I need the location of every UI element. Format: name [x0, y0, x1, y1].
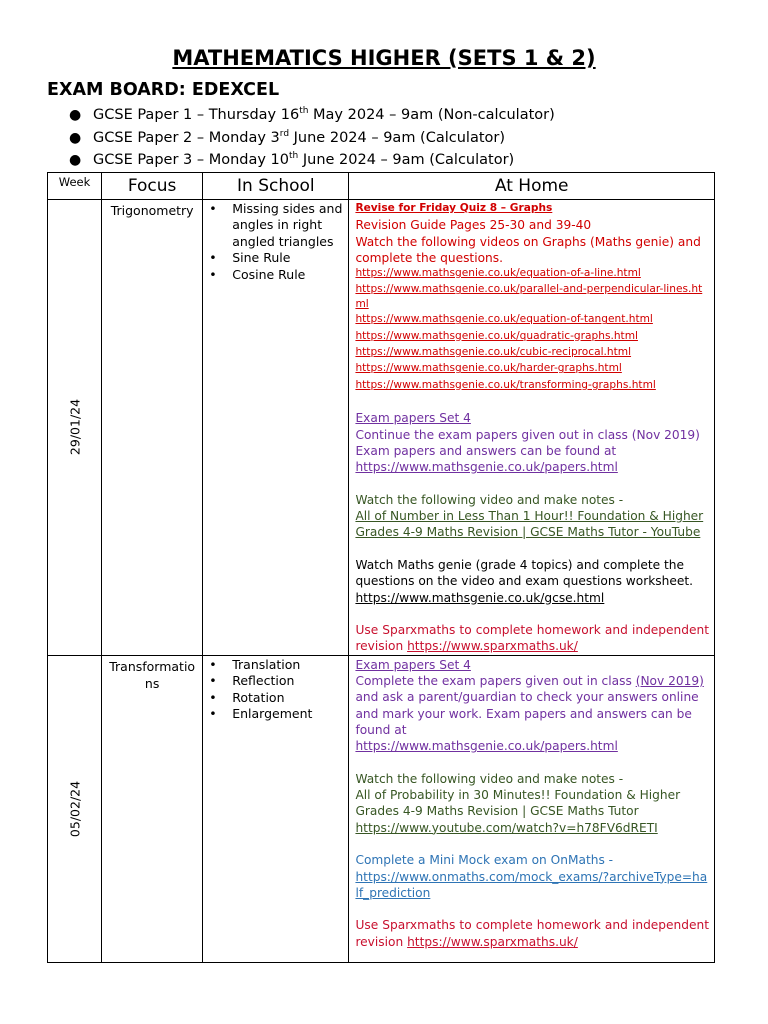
bullet-icon: • — [209, 656, 217, 672]
bullet-icon: ● — [69, 129, 82, 146]
exam-set-heading: Exam papers Set 4 — [355, 657, 471, 672]
sparx-text: Use Sparxmaths to complete homework and independent revision https://www.sparxmaths.uk/ — [355, 623, 709, 654]
link[interactable]: https://www.mathsgenie.co.uk/cubic-reciprocal.html — [355, 346, 632, 359]
at-home-cell — [349, 655, 715, 962]
at-home-cell — [349, 200, 715, 656]
paper-item: ● GCSE Paper 1 – Thursday 16th May 2024 – 9am (Non-calculator) — [63, 104, 555, 127]
header-at-home: At Home — [349, 173, 715, 200]
genie-text: Watch Maths genie (grade 4 topics) and complete the questions on the video and exam questions worksheet. — [355, 557, 694, 589]
video-link[interactable]: All of Number in Less Than 1 Hour!! Foundation & Higher Grades 4-9 Maths Revision | GCSE Maths Tutor - YouTube — [355, 509, 704, 540]
exam-papers-link[interactable]: https://www.mathsgenie.co.uk/papers.html — [355, 460, 618, 475]
header-focus: Focus — [102, 173, 203, 200]
videos-intro: Watch the following videos on Graphs (Maths genie) and complete the questions. — [355, 234, 701, 265]
paper-item: ● GCSE Paper 3 – Monday 10th June 2024 – 9am (Calculator) — [63, 149, 555, 172]
week-cell — [48, 655, 102, 962]
video-link[interactable]: https://www.youtube.com/watch?v=h78FV6dRETI — [355, 820, 658, 835]
table-row — [48, 655, 715, 962]
list-item: • Rotation — [209, 689, 285, 705]
exam-found: Exam papers and answers can be found at — [355, 443, 617, 458]
link[interactable]: https://www.mathsgenie.co.uk/quadratic-graphs.html — [355, 329, 638, 342]
video-notes: Watch the following video and make notes - — [355, 771, 624, 786]
exam-complete: Complete the exam papers given out in class (Nov 2019) and ask a parent/guardian to check your answers online and mark your work. Exam papers and answers can be found at — [355, 674, 704, 737]
exam-continue: Continue the exam papers given out in class (Nov 2019) — [355, 427, 700, 442]
bullet-icon: • — [209, 266, 217, 282]
video-title: All of Probability in 30 Minutes!! Foundation & Higher Grades 4-9 Maths Revision | GCSE Maths Tutor — [355, 788, 681, 819]
table-row — [48, 200, 715, 656]
link[interactable]: https://www.mathsgenie.co.uk/harder-graphs.html — [355, 362, 622, 375]
bullet-icon: • — [209, 689, 217, 705]
page-title: MATHEMATICS HIGHER (SETS 1 & 2) — [172, 46, 596, 70]
list-item: • Translation — [209, 656, 301, 672]
header-in-school: In School — [203, 173, 349, 200]
link[interactable]: https://www.mathsgenie.co.uk/equation-of-tangent.html — [355, 313, 653, 326]
sparx-text: Use Sparxmaths to complete homework and independent revision https://www.sparxmaths.uk/ — [355, 918, 709, 949]
exam-papers-link[interactable]: https://www.mathsgenie.co.uk/papers.html — [355, 739, 618, 754]
bullet-icon: • — [209, 250, 217, 266]
video-notes: Watch the following video and make notes - — [355, 492, 624, 507]
link[interactable]: https://www.mathsgenie.co.uk/transforming-graphs.html — [355, 378, 656, 391]
header-week: Week — [48, 173, 102, 200]
bullet-icon: • — [209, 705, 217, 721]
week-date: 29/01/24 — [67, 399, 83, 456]
focus-cell: Trigonometry — [102, 200, 203, 656]
in-school-cell — [203, 200, 349, 656]
mock-link[interactable]: https://www.onmaths.com/mock_exams/?archiveType=half_prediction — [355, 869, 708, 900]
focus-cell: Transformations — [102, 655, 203, 962]
exam-board-heading: EXAM BOARD: EDEXCEL — [47, 80, 280, 100]
link[interactable]: https://www.mathsgenie.co.uk/equation-of-a-line.html — [355, 267, 641, 280]
schedule-table — [47, 172, 715, 963]
exam-papers-list — [63, 104, 555, 172]
sparx-link[interactable]: https://www.sparxmaths.uk/ — [407, 639, 578, 654]
genie-link[interactable]: https://www.mathsgenie.co.uk/gcse.html — [355, 590, 605, 605]
list-item: • Reflection — [209, 673, 295, 689]
week-cell — [48, 200, 102, 656]
bullet-icon: • — [209, 673, 217, 689]
bullet-icon: ● — [69, 107, 82, 123]
bullet-icon: • — [209, 201, 217, 216]
list-item: • Sine Rule — [209, 250, 291, 266]
sparx-link[interactable]: https://www.sparxmaths.uk/ — [407, 934, 578, 949]
exam-set-heading: Exam papers Set 4 — [355, 411, 471, 426]
list-item: • Missing sides and angles in right angled triangles — [209, 201, 343, 249]
link[interactable]: https://www.mathsgenie.co.uk/parallel-and-perpendicular-lines.html — [355, 283, 703, 311]
week-date: 05/02/24 — [67, 780, 83, 837]
bullet-icon: ● — [69, 152, 82, 168]
list-item: • Enlargement — [209, 705, 313, 721]
mock-text: Complete a Mini Mock exam on OnMaths - — [355, 853, 614, 868]
quiz-heading: Revise for Friday Quiz 8 – Graphs — [355, 202, 553, 214]
revision-pages: Revision Guide Pages 25-30 and 39-40 — [355, 218, 592, 233]
in-school-cell — [203, 655, 349, 962]
list-item: • Cosine Rule — [209, 266, 306, 282]
table-header-row — [48, 173, 715, 200]
paper-item: ● GCSE Paper 2 – Monday 3rd June 2024 – 9am (Calculator) — [63, 127, 555, 150]
